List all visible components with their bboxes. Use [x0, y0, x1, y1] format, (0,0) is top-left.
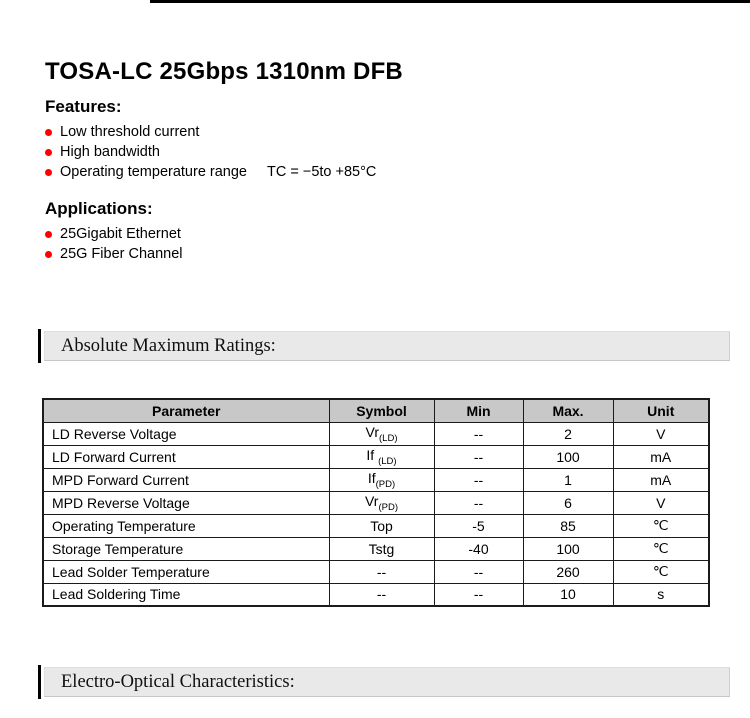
cell-min: --	[434, 491, 523, 514]
cell-parameter: MPD Forward Current	[43, 468, 329, 491]
cell-symbol: If $_{(LD)}$	[329, 445, 434, 468]
features-heading: Features:	[45, 97, 122, 116]
cell-parameter: LD Reverse Voltage	[43, 422, 329, 445]
section-title: Electro-Optical Characteristics:	[61, 671, 295, 692]
section-title: Absolute Maximum Ratings:	[61, 335, 276, 356]
cell-unit: V	[613, 422, 709, 445]
feature-text: Operating temperature range	[60, 164, 247, 180]
cell-min: --	[434, 422, 523, 445]
bullet-icon	[45, 251, 52, 258]
cell-parameter: LD Forward Current	[43, 445, 329, 468]
applications-heading: Applications:	[45, 199, 153, 218]
cell-symbol: $If_{(PD)}$	[329, 468, 434, 491]
cell-min: -40	[434, 537, 523, 560]
cell-min: --	[434, 468, 523, 491]
applications-list	[45, 224, 183, 264]
application-text: 25G Fiber Channel	[60, 246, 183, 262]
table-row	[43, 583, 709, 606]
table-row	[43, 468, 709, 491]
cell-min: --	[434, 445, 523, 468]
cell-unit: mA	[613, 445, 709, 468]
table-row	[43, 537, 709, 560]
table-row	[43, 514, 709, 537]
cell-symbol: $Vr_{(PD)}$	[329, 491, 434, 514]
cell-max: 260	[523, 560, 613, 583]
bullet-icon	[45, 231, 52, 238]
section-left-bar	[38, 665, 41, 699]
list-item	[45, 122, 376, 142]
cell-symbol: Tstg	[329, 537, 434, 560]
cell-max: 2	[523, 422, 613, 445]
cell-min: --	[434, 583, 523, 606]
feature-text: Low threshold current	[60, 124, 200, 140]
column-header: Max.	[523, 399, 613, 422]
table-row	[43, 445, 709, 468]
bullet-icon	[45, 149, 52, 156]
column-header: Symbol	[329, 399, 434, 422]
list-item	[45, 162, 376, 182]
top-rule	[150, 0, 750, 3]
features-section	[45, 97, 376, 182]
cell-parameter: Operating Temperature	[43, 514, 329, 537]
cell-parameter: Lead Soldering Time	[43, 583, 329, 606]
list-item	[45, 224, 183, 244]
feature-text: High bandwidth	[60, 144, 160, 160]
feature-note: TC = −5to +85°C	[267, 164, 377, 180]
cell-unit: ℃	[613, 560, 709, 583]
cell-max: 1	[523, 468, 613, 491]
cell-unit: ℃	[613, 537, 709, 560]
cell-max: 10	[523, 583, 613, 606]
cell-unit: mA	[613, 468, 709, 491]
cell-max: 100	[523, 445, 613, 468]
features-list	[45, 122, 376, 182]
table-row	[43, 422, 709, 445]
cell-symbol: --	[329, 583, 434, 606]
table-row	[43, 491, 709, 514]
cell-max: 100	[523, 537, 613, 560]
cell-symbol: --	[329, 560, 434, 583]
ratings-table	[42, 398, 710, 607]
section-left-bar	[38, 329, 41, 363]
cell-unit: ℃	[613, 514, 709, 537]
list-item	[45, 244, 183, 264]
table-row	[43, 560, 709, 583]
column-header: Parameter	[43, 399, 329, 422]
section-header-electro-optical-characteristics	[38, 667, 730, 697]
section-header-absolute-maximum-ratings	[38, 331, 730, 361]
cell-max: 85	[523, 514, 613, 537]
cell-parameter: MPD Reverse Voltage	[43, 491, 329, 514]
cell-max: 6	[523, 491, 613, 514]
ratings-table-header-row	[43, 399, 709, 422]
cell-min: -5	[434, 514, 523, 537]
cell-symbol: Top	[329, 514, 434, 537]
column-header: Unit	[613, 399, 709, 422]
cell-symbol: $Vr_{(LD)}$	[329, 422, 434, 445]
applications-section	[45, 199, 183, 264]
list-item	[45, 142, 376, 162]
application-text: 25Gigabit Ethernet	[60, 226, 181, 242]
bullet-icon	[45, 129, 52, 136]
cell-parameter: Storage Temperature	[43, 537, 329, 560]
cell-parameter: Lead Solder Temperature	[43, 560, 329, 583]
cell-unit: V	[613, 491, 709, 514]
bullet-icon	[45, 169, 52, 176]
page-title: TOSA-LC 25Gbps 1310nm DFB	[45, 58, 403, 85]
column-header: Min	[434, 399, 523, 422]
cell-unit: s	[613, 583, 709, 606]
cell-min: --	[434, 560, 523, 583]
